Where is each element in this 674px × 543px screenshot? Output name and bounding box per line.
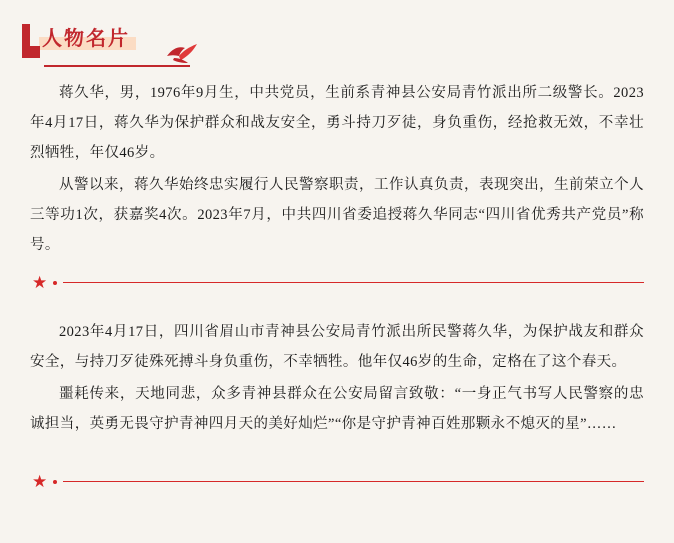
paragraph: 从警以来，蒋久华始终忠实履行人民警察职责，工作认真负责，表现突出，生前荣立个人三等功1次，获嘉奖4次。2023年7月，中共四川省委追授蒋久华同志“四川省优秀共产党员”称号。 [30, 177, 644, 253]
section-spacer [30, 291, 644, 317]
divider-line [63, 481, 644, 483]
section-2 [30, 317, 644, 439]
section-divider [30, 473, 644, 490]
corner-block-decoration [22, 46, 40, 58]
document-header [0, 0, 674, 78]
bird-icon [165, 42, 199, 66]
title-label: 人物名片 [42, 28, 130, 50]
divider-line [63, 282, 644, 284]
section-spacer [30, 441, 644, 459]
title-text-box [42, 22, 130, 51]
star-icon: ★ [32, 273, 48, 292]
divider-dot [53, 281, 57, 285]
star-icon: ★ [32, 472, 48, 491]
section-1 [30, 78, 644, 260]
paragraph: 2023年4月17日，四川省眉山市青神县公安局青竹派出所民警蒋久华，为保护战友和群众安全，与持刀歹徒殊死搏斗身负重伤，不幸牺牲。他年仅46岁的生命，定格在了这个春天。 [30, 324, 644, 370]
divider-dot [53, 480, 57, 484]
paragraph: 噩耗传来，天地同悲，众多青神县群众在公安局留言致敬：“一身正气书写人民警察的忠诚担当，英勇无畏守护青神四月天的美好灿烂”“你是守护青神百姓那颗永不熄灭的星”…… [30, 386, 644, 432]
paragraph: 蒋久华，男，1976年9月生，中共党员，生前系青神县公安局青竹派出所二级警长。2023年4月17日，蒋久华为保护群众和战友安全，勇斗持刀歹徒，身负重伤，经抢救无效，不幸壮烈牺牲，年仅46岁。 [30, 85, 644, 161]
document-content [0, 78, 674, 490]
section-divider [30, 274, 644, 291]
